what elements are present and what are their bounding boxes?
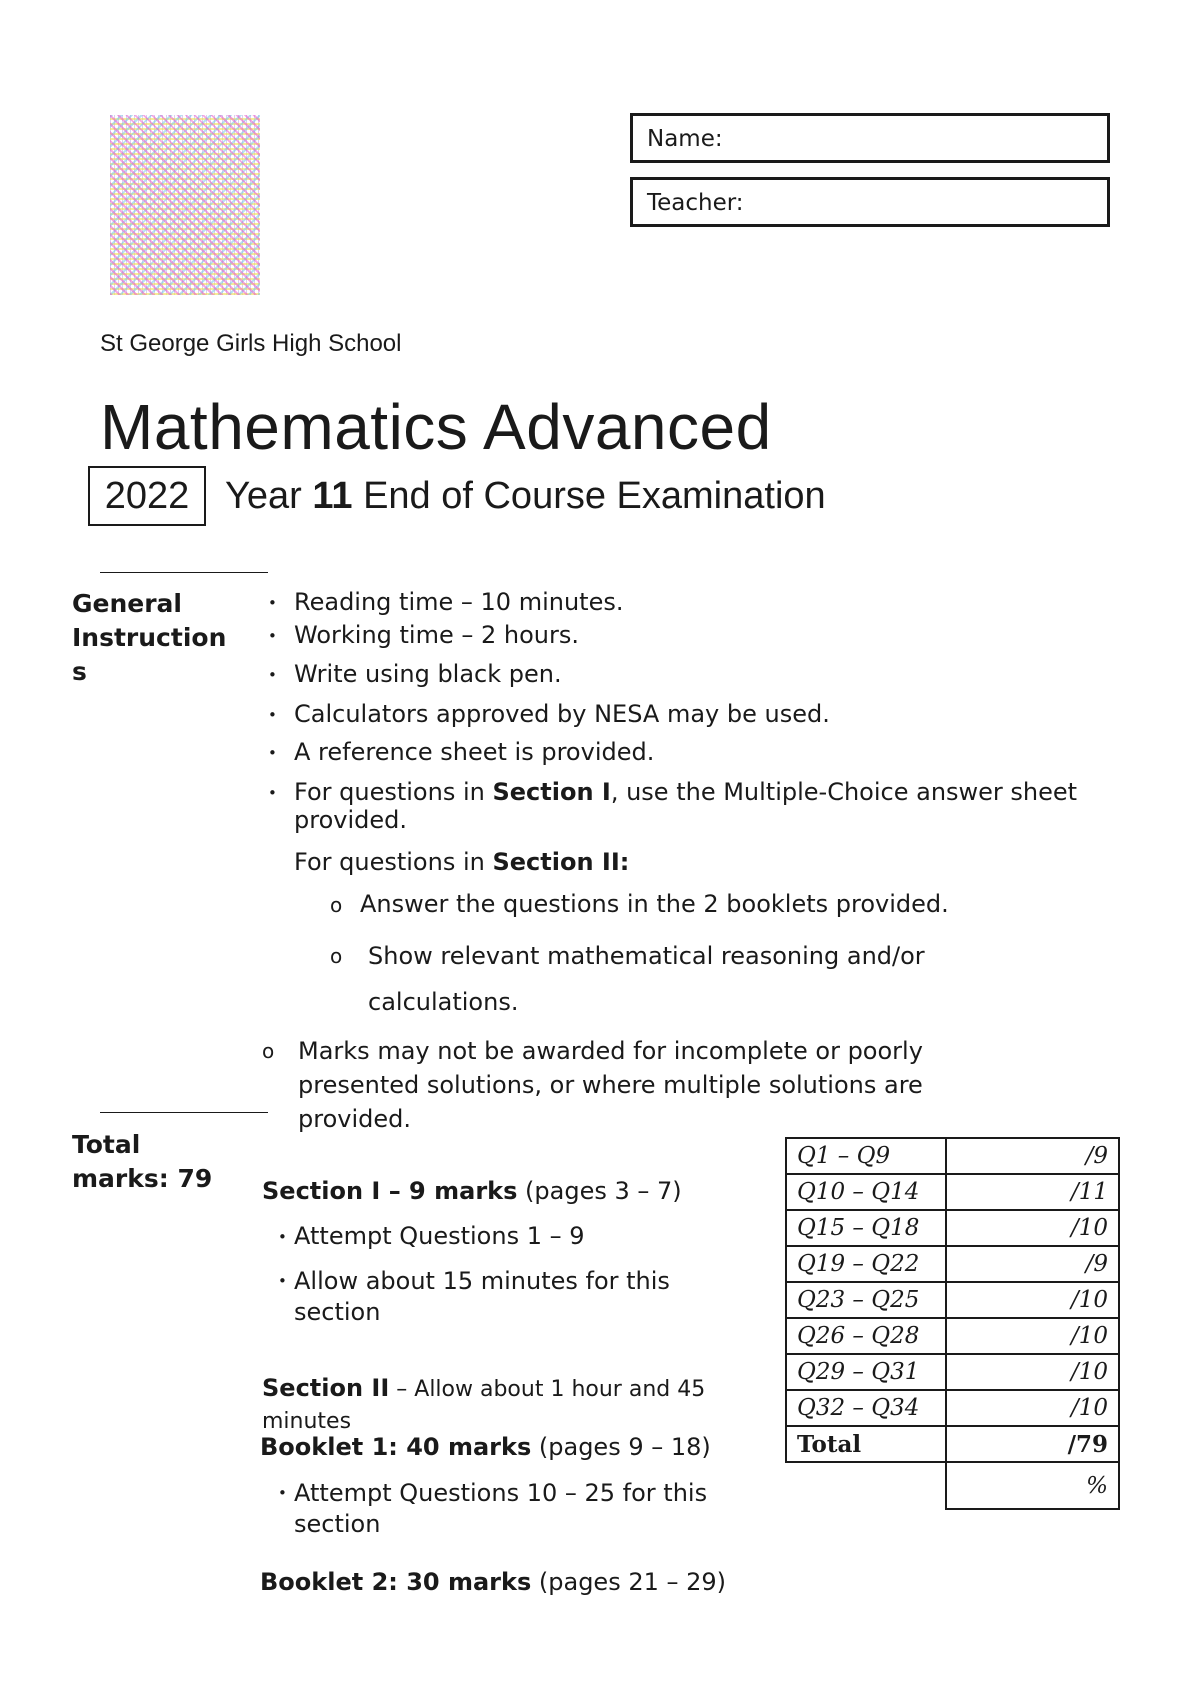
table-row: Q23 – Q25 /10	[786, 1282, 1119, 1318]
marks-table	[785, 1137, 1120, 1510]
booklet2-heading: Booklet 2: 30 marks (pages 21 – 29)	[260, 1568, 727, 1596]
list-item: For questions in Section II:	[294, 848, 630, 876]
list-item: • Attempt Questions 1 – 9	[278, 1222, 585, 1250]
list-item: • Working time – 2 hours.	[268, 621, 579, 649]
booklet1-heading: Booklet 1: 40 marks (pages 9 – 18)	[260, 1433, 711, 1461]
table-row: Q26 – Q28 /10	[786, 1318, 1119, 1354]
sub-item: o Show relevant mathematical reasoning and/or calculations.	[330, 942, 925, 1016]
sub-item: o Answer the questions in the 2 booklets provided.	[330, 890, 949, 918]
divider	[100, 572, 268, 573]
list-item: • Allow about 15 minutes for this section	[278, 1267, 670, 1326]
section1-heading: Section I – 9 marks (pages 3 – 7)	[262, 1177, 682, 1205]
section2-heading: Section II – Allow about 1 hour and 45 minutes	[262, 1374, 706, 1434]
list-item: • Write using black pen.	[268, 660, 562, 688]
list-item: • Calculators approved by NESA may be used.	[268, 700, 830, 728]
table-row: Q15 – Q18 /10	[786, 1210, 1119, 1246]
total-marks-heading: Total marks: 79	[72, 1130, 213, 1193]
list-item: • Attempt Questions 10 – 25 for this section	[278, 1479, 708, 1538]
list-item: • Reading time – 10 minutes.	[268, 588, 624, 616]
table-row: Q10 – Q14 /11	[786, 1174, 1119, 1210]
exam-subtitle: Year 11 End of Course Examination	[225, 475, 826, 517]
instructions-heading: General Instruction s	[72, 589, 227, 686]
year-box: 2022	[88, 466, 206, 526]
teacher-field[interactable]	[630, 177, 1110, 227]
list-item: • A reference sheet is provided.	[268, 738, 655, 766]
teacher-label: Teacher:	[647, 190, 744, 216]
total-row: Total /79	[786, 1426, 1119, 1462]
table-row: Q1 – Q9 /9	[786, 1138, 1119, 1174]
list-item: • For questions in Section I, use the Multiple-Choice answer sheet provided.	[268, 778, 1078, 834]
table-row: Q32 – Q34 /10	[786, 1390, 1119, 1426]
page-title: Mathematics Advanced	[100, 391, 772, 463]
table-row: Q19 – Q22 /9	[786, 1246, 1119, 1282]
marks-note: o Marks may not be awarded for incomplete or poorly presented solutions, or where multiple solutions are provided.	[262, 1037, 923, 1133]
name-field[interactable]	[630, 113, 1110, 163]
divider	[100, 1112, 268, 1113]
school-name: St George Girls High School	[100, 330, 402, 357]
school-logo	[110, 115, 260, 295]
table-row: Q29 – Q31 /10	[786, 1354, 1119, 1390]
name-label: Name:	[647, 126, 723, 152]
percent-cell[interactable]: %	[946, 1462, 1119, 1509]
percent-row	[786, 1462, 1119, 1509]
